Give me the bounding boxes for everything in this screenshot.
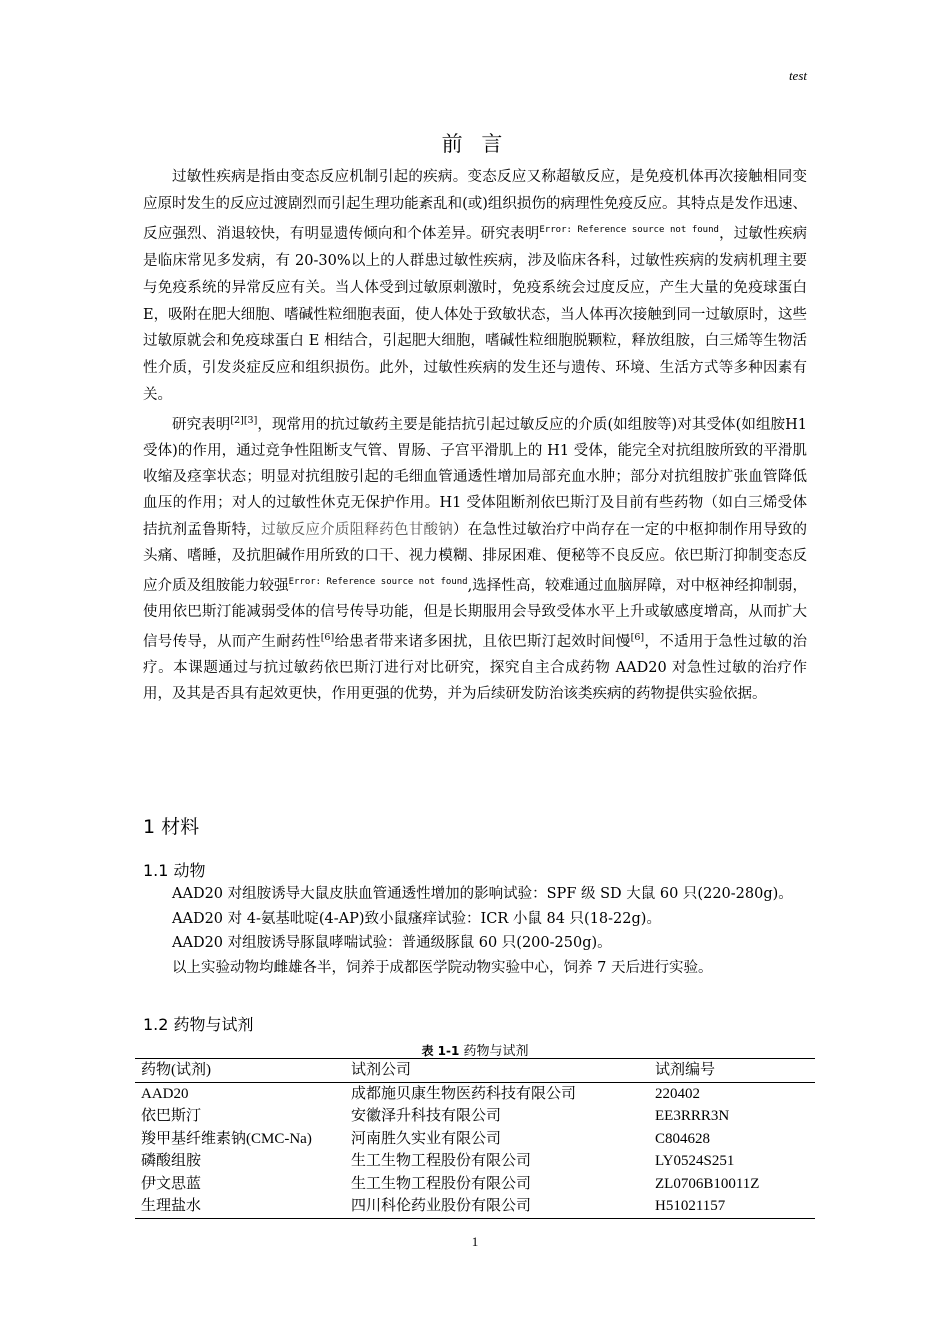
reagents-table — [135, 1058, 815, 1219]
header-tag: test — [788, 68, 807, 83]
table-row — [135, 1150, 815, 1173]
reference-error: Error: Reference source not found — [288, 576, 468, 587]
citation: [6] — [630, 631, 645, 643]
table-cell: 生工生物工程股份有限公司 — [351, 1153, 532, 1170]
subsection-title-reagents: 1.2 药物与试剂 — [143, 1015, 254, 1034]
table-cell: 磷酸组胺 — [141, 1153, 202, 1170]
preface-body — [143, 164, 807, 707]
animals-paragraph: AAD20 对 4-氨基吡啶(4-AP)致小鼠瘙痒试验：ICR 小鼠 84 只(18-22g)。 — [172, 910, 661, 927]
table-cell: H51021157 — [655, 1198, 726, 1215]
reference-error: Error: Reference source not found — [539, 225, 719, 236]
preface-paragraph-1: 过敏性疾病是指由变态反应机制引起的疾病。变态反应又称超敏反应，是免疫机体再次接触相同变应原时发生的反应过渡剧烈而引起生理功能紊乱和(或)组织损伤的病理性免疫反应。其特点是发作迅速、反应强烈、消退较快，有明显遗传倾向和个体差异。研究表明$^{Error: Reference source not found}$，过敏性疾病是临床常见多发病，有 20-30%以上的人群患过敏性疾病，涉及临床各科，过敏性疾病的发病机理主要与免疫系统的异常反应有关。当人体受到过敏原刺激时，免疫系统会过度反应，产生大量的免疫球蛋白 E，吸附在肥大细胞、嗜碱性粒细胞表面，使人体处于致敏状态，当人体再次接触到同一过敏原时，这些过敏原就会和免疫球蛋白 E 相结合，引起肥大细胞，嗜碱性粒细胞脱颗粒，释放组胺，白三烯等生物活性介质，引发炎症反应和组织损伤。此外，过敏性疾病的发生还与遗传、环境、生活方式等多种因素有关。 — [143, 169, 808, 403]
animals-body — [143, 882, 807, 980]
table-cell: 伊文思蓝 — [141, 1175, 202, 1192]
table-cell: AAD20 — [141, 1085, 189, 1102]
table-cell: 生工生物工程股份有限公司 — [351, 1175, 532, 1192]
table-cell: 依巴斯汀 — [141, 1108, 202, 1125]
preface-paragraph-2: 研究表明[2][3]，现常用的抗过敏药主要是能拮抗引起过敏反应的介质(如组胺等)对其受体(如组胺H1 受体)的作用，通过竞争性阻断支气管、胃肠、子宫平滑肌上的 H1 受体，能完全对抗组胺所致的平滑肌收缩及痉挛状态；明显对抗组胺引起的毛细血管通透性增加局部充血水肿；部分对抗组胺扩张血管降低血压的作用；对人的过敏性休克无保护作用。H1 受体阻断剂依巴斯汀及目前有些药物（如白三烯受体拮抗剂孟鲁斯特，过敏反应介质阻释药色甘酸钠）在急性过敏治疗中尚存在一定的中枢抑制作用导致的头痛、嗜睡，及抗胆碱作用所致的口干、视力模糊、排尿困难、便秘等不良反应。依巴斯汀抑制变态反应介质及组胺能力较强$^{Error: Reference source not found}$,选择性高，较难通过血脑屏障，对中枢神经抑制弱，使用依巴斯汀能减弱受体的信号传导功能，但是长期服用会导致受体水平上升或敏感度增高，从而扩大信号传导，从而产生耐药性[6]给患者带来诸多困扰，且依巴斯汀起效时间慢[6]，不适用于急性过敏的治疗。本课题通过与抗过敏药依巴斯汀进行对比研究，探究自主合成药物 AAD20 对急性过敏的治疗作用，及其是否具有起效更快，作用更强的优势，并为后续研发防治该类疾病的药物提供实验依据。 — [143, 415, 808, 702]
animals-paragraph: 以上实验动物均雌雄各半，饲养于成都医学院动物实验中心，饲养 7 天后进行实验。 — [172, 959, 713, 976]
table-caption — [0, 1040, 950, 1059]
table-cell: C804628 — [655, 1130, 711, 1147]
table-row — [135, 1173, 815, 1196]
table-header-cell: 试剂编号 — [649, 1059, 815, 1083]
table-cell: 四川科伦药业股份有限公司 — [351, 1198, 532, 1215]
table-cell: 羧甲基纤维素钠(CMC-Na) — [141, 1130, 312, 1147]
table-caption-text: 药物与试剂 — [463, 1044, 529, 1059]
table-row — [135, 1128, 815, 1151]
table-cell: 安徽泽升科技有限公司 — [351, 1108, 502, 1125]
page-number: 1 — [471, 1234, 479, 1249]
table-header-cell: 药物(试剂) — [135, 1059, 345, 1083]
preface-title: 前 言 — [441, 132, 509, 156]
table-cell: 220402 — [655, 1085, 700, 1102]
citation: [6] — [320, 631, 335, 643]
table-header-cell: 试剂公司 — [345, 1059, 649, 1083]
table-caption-label: 表 1-1 — [421, 1044, 460, 1058]
table-header-row — [135, 1059, 815, 1083]
animals-paragraph: AAD20 对组胺诱导大鼠皮肤血管通透性增加的影响试验：SPF 级 SD 大鼠 60 只(220-280g)。 — [172, 886, 793, 902]
citation: [2][3] — [230, 415, 258, 427]
table-row — [135, 1082, 815, 1105]
table-cell: LY0524S251 — [655, 1153, 735, 1170]
table-cell: EE3RRR3N — [655, 1108, 730, 1125]
subsection-title-animals: 1.1 动物 — [143, 861, 206, 880]
animals-paragraph: AAD20 对组胺诱导豚鼠哮喘试验：普通级豚鼠 60 只(200-250g)。 — [172, 935, 612, 951]
table-cell: 成都施贝康生物医药科技有限公司 — [351, 1085, 577, 1102]
table-cell: 河南胜久实业有限公司 — [351, 1130, 502, 1147]
table-row — [135, 1195, 815, 1218]
table-cell: 生理盐水 — [141, 1198, 202, 1215]
table-row — [135, 1105, 815, 1128]
table-cell: ZL0706B10011Z — [655, 1175, 760, 1192]
section-title-materials: 1 材料 — [143, 816, 200, 838]
